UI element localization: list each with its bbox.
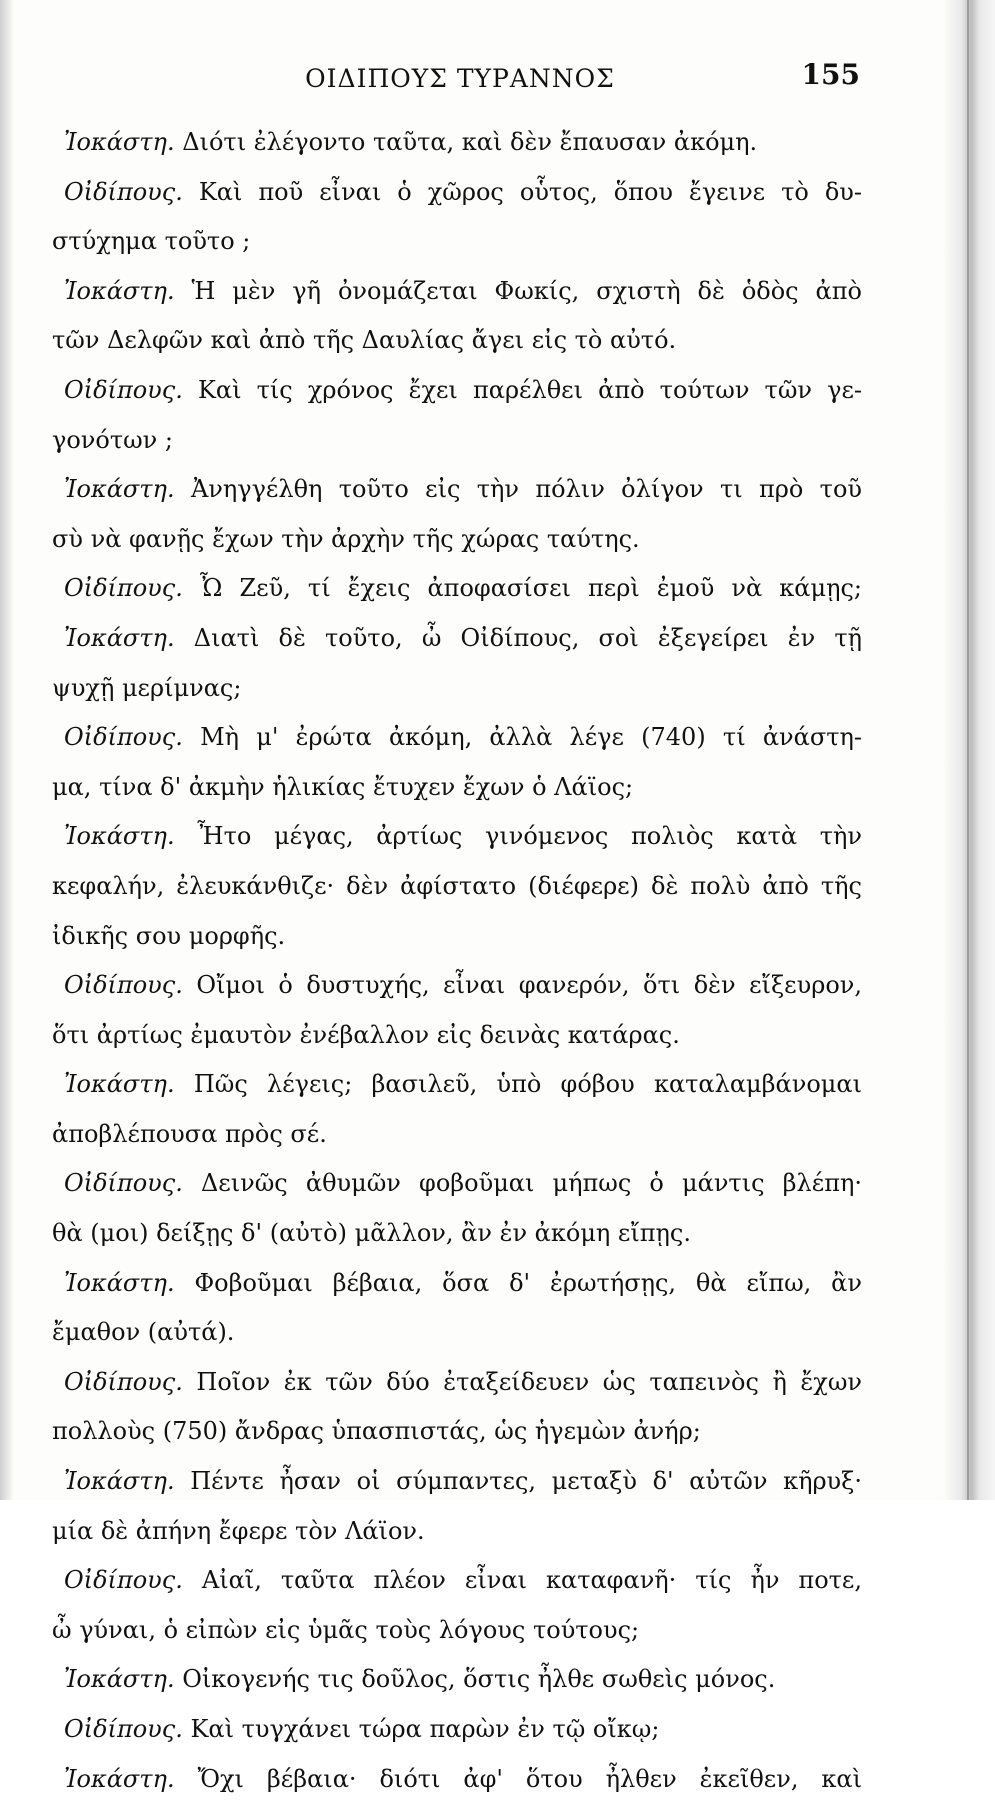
text-line xyxy=(52,168,862,218)
text-line xyxy=(52,1507,862,1557)
speaker-name: Οἰδίπους. xyxy=(64,971,183,1000)
text-line xyxy=(52,614,862,664)
line-text: Διατὶ δὲ τοῦτο, ὦ Οἰδίπους, σοὶ ἐξεγείρει ἐν τῇ xyxy=(193,623,862,652)
text-line xyxy=(52,862,862,912)
line-text: ἰδικῆς σου μορφῆς. xyxy=(52,921,286,950)
speaker-name: Ἰοκάστη. xyxy=(64,1467,175,1496)
line-text: κεφαλήν, ἐλευκάνθιζε· δὲν ἀφίστατο (διέφερε) δὲ πολὺ ἀπὸ τῆς xyxy=(52,871,862,900)
text-line xyxy=(52,267,862,317)
speaker-name: Ἰοκάστη. xyxy=(64,276,175,305)
line-text: Οἰκογενής τις δοῦλος, ὅστις ἦλθε σωθεὶς μόνος. xyxy=(182,1665,776,1694)
line-text: μα, τίνα δ' ἀκμὴν ἡλικίας ἔτυχεν ἔχων ὁ Λάϊος; xyxy=(52,772,634,801)
line-text: Διότι ἐλέγοντο ταῦτα, καὶ δὲν ἔπαυσαν ἀκόμη. xyxy=(182,128,758,156)
line-text: Ἦτο μέγας, ἀρτίως γινόμενος πολιὸς κατὰ τὴν xyxy=(197,822,862,851)
line-text: στύχημα τοῦτο ; xyxy=(52,227,251,256)
text-line xyxy=(52,515,862,565)
speaker-name: Οἰδίπους. xyxy=(64,177,183,206)
line-text: Μὴ μ' ἐρώτα ἀκόμη, ἀλλὰ λέγε (740) τί ἀνάστη- xyxy=(200,723,862,752)
line-text: Φοβοῦμαι βέβαια, ὅσα δ' ἐρωτήσῃς, θὰ εἴπω, ἂν xyxy=(194,1268,862,1297)
line-text: Δεινῶς ἀθυμῶν φοβοῦμαι μήπως ὁ μάντις βλέπη· xyxy=(200,1169,862,1198)
page-edge-shadow xyxy=(943,0,995,1500)
text-line xyxy=(52,465,862,515)
text-line xyxy=(52,961,862,1011)
text-line xyxy=(52,1606,862,1656)
line-text: Ὦ Ζεῦ, τί ἔχεις ἀποφασίσει περὶ ἐμοῦ νὰ κάμῃς; xyxy=(199,574,862,603)
text-line xyxy=(52,366,862,416)
text-line xyxy=(52,1259,862,1309)
speaker-name: Οἰδίπους. xyxy=(64,1566,183,1595)
line-text: σὺ νὰ φανῇς ἔχων τὴν ἀρχὴν τῆς χώρας ταύτης. xyxy=(52,524,640,553)
text-line xyxy=(52,1705,862,1755)
text-line xyxy=(52,713,862,763)
line-text: Καὶ τίς χρόνος ἔχει παρέλθει ἀπὸ τούτων τῶν γε- xyxy=(197,375,862,404)
text-line xyxy=(52,1556,862,1606)
speaker-name: Οἰδίπους. xyxy=(64,1169,183,1198)
text-line xyxy=(52,812,862,862)
text-line xyxy=(52,1407,862,1457)
speaker-name: Ἰοκάστη. xyxy=(64,1764,175,1793)
page-header xyxy=(60,58,860,98)
speaker-name: Ἰοκάστη. xyxy=(64,1665,175,1694)
running-title: ΟΙΔΙΠΟΥΣ ΤΥΡΑΝΝΟΣ xyxy=(305,64,615,93)
text-line xyxy=(52,1110,862,1160)
text-line xyxy=(52,912,862,962)
text-line xyxy=(52,1159,862,1209)
text-line xyxy=(52,1011,862,1061)
text-line xyxy=(52,1755,862,1804)
speaker-name: Οἰδίπους. xyxy=(64,1715,183,1743)
line-text: ὦ γύναι, ὁ εἰπὼν εἰς ὑμᾶς τοὺς λόγους τούτους; xyxy=(52,1615,640,1644)
speaker-name: Ἰοκάστη. xyxy=(64,1268,175,1297)
line-text: Πῶς λέγεις; βασιλεῦ, ὑπὸ φόβου καταλαμβάνομαι xyxy=(193,1070,862,1099)
line-text: ἀποβλέπουσα πρὸς σέ. xyxy=(52,1119,327,1148)
line-text: Ἡ μὲν γῆ ὀνομάζεται Φωκίς, σχιστὴ δὲ ὁδὸς ἀπὸ xyxy=(191,276,862,305)
text-line xyxy=(52,763,862,813)
speaker-name: Οἰδίπους. xyxy=(64,1367,183,1396)
speaker-name: Οἰδίπους. xyxy=(64,574,183,603)
line-text: Ὄχι βέβαια· διότι ἀφ' ὅτου ἦλθεν ἐκεῖθεν, καὶ xyxy=(197,1764,862,1793)
text-line xyxy=(52,1457,862,1507)
page-number: 155 xyxy=(801,58,860,91)
text-line xyxy=(52,1308,862,1358)
text-line xyxy=(52,564,862,614)
line-text: Καὶ ποῦ εἶναι ὁ χῶρος οὗτος, ὅπου ἔγεινε τὸ δυ- xyxy=(198,177,862,206)
line-text: ὅτι ἀρτίως ἐμαυτὸν ἐνέβαλλον εἰς δεινὰς κατάρας. xyxy=(52,1020,680,1049)
text-line xyxy=(52,1209,862,1259)
line-text: Ἀνηγγέλθη τοῦτο εἰς τὴν πόλιν ὀλίγον τι πρὸ τοῦ xyxy=(190,475,862,504)
line-text: Οἴμοι ὁ δυστυχής, εἶναι φανερόν, ὅτι δὲν εἴξευρον, xyxy=(196,971,862,1000)
line-text: θὰ (μοι) δείξῃς δ' (αὐτὸ) μᾶλλον, ἂν ἐν ἀκόμη εἴπῃς. xyxy=(52,1219,691,1248)
text-line xyxy=(52,416,862,466)
dialogue-text xyxy=(52,118,862,1804)
speaker-name: Ἰοκάστη. xyxy=(64,822,175,851)
text-line xyxy=(52,1358,862,1408)
speaker-name: Ἰοκάστη. xyxy=(64,1070,175,1099)
line-text: Καὶ τυγχάνει τώρα παρὼν ἐν τῷ οἴκῳ; xyxy=(190,1715,660,1743)
line-text: Ποῖον ἐκ τῶν δύο ἐταξείδευεν ὡς ταπεινὸς ἢ ἔχων xyxy=(196,1367,862,1396)
line-text: γονότων ; xyxy=(52,425,173,454)
line-text: Αἰαῖ, ταῦτα πλέον εἶναι καταφανῆ· τίς ἦν ποτε, xyxy=(201,1566,862,1595)
speaker-name: Ἰοκάστη. xyxy=(64,475,175,504)
line-text: ψυχῇ μερίμνας; xyxy=(52,673,242,702)
text-line xyxy=(52,664,862,714)
line-text: μία δὲ ἀπήνη ἔφερε τὸν Λάϊον. xyxy=(52,1516,425,1545)
speaker-name: Οἰδίπους. xyxy=(64,723,183,752)
text-line xyxy=(52,217,862,267)
line-text: πολλοὺς (750) ἄνδρας ὑπασπιστάς, ὡς ἡγεμὼν ἀνήρ; xyxy=(52,1417,701,1446)
text-line xyxy=(52,1655,862,1705)
line-text: Πέντε ἦσαν οἱ σύμπαντες, μεταξὺ δ' αὐτῶν κῆρυξ· xyxy=(190,1467,862,1496)
line-text: τῶν Δελφῶν καὶ ἀπὸ τῆς Δαυλίας ἄγει εἰς τὸ αὐτό. xyxy=(52,326,677,355)
speaker-name: Οἰδίπους. xyxy=(64,375,183,404)
text-line xyxy=(52,316,862,366)
text-line xyxy=(52,1060,862,1110)
speaker-name: Ἰοκάστη. xyxy=(64,623,175,652)
line-text: ἔμαθον (αὐτά). xyxy=(52,1318,235,1347)
text-line xyxy=(52,118,862,168)
page-gutter-shadow xyxy=(0,0,14,1500)
speaker-name: Ἰοκάστη. xyxy=(64,128,175,156)
